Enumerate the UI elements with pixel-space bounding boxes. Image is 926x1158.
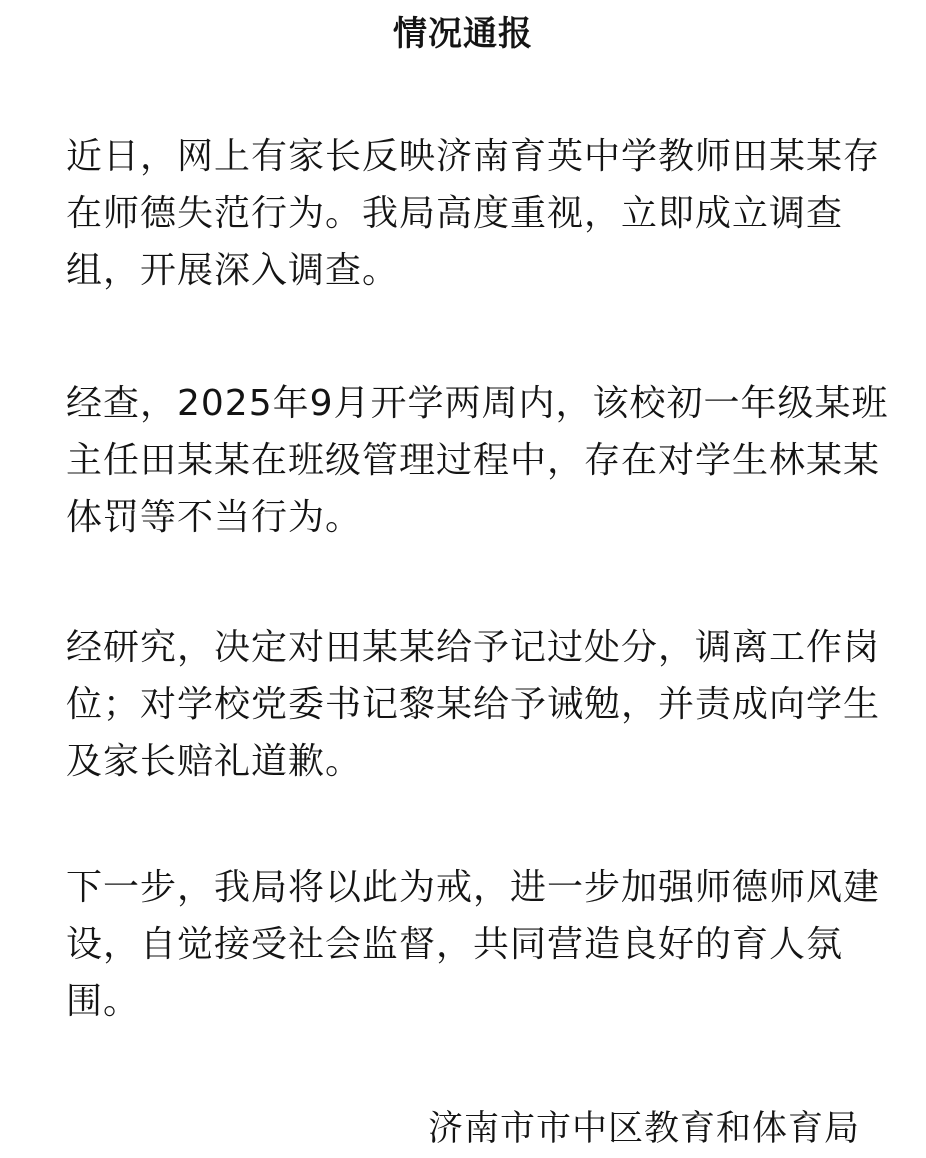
- paragraph-line: 经研究，决定对田某某给予记过处分，调离工作岗: [66, 627, 881, 668]
- paragraph-line: 在师德失范行为。我局高度重视，立即成立调查: [66, 193, 844, 234]
- paragraph-findings: [66, 375, 889, 546]
- paragraph-line: 主任田某某在班级管理过程中，存在对学生林某某: [66, 440, 881, 481]
- paragraph-line: 设，自觉接受社会监督，共同营造良好的育人氛: [66, 924, 844, 965]
- paragraph-line: 围。: [66, 981, 141, 1022]
- paragraph-line: 组，开展深入调查。: [66, 250, 400, 291]
- paragraph-line: 经查，2025年9月开学两周内，该校初一年级某班: [66, 383, 889, 424]
- document-title: 情况通报: [393, 14, 533, 54]
- paragraph-line: 体罚等不当行为。: [66, 497, 363, 538]
- paragraph-line: 及家长赔礼道歉。: [66, 741, 363, 782]
- paragraph-next-steps: [66, 859, 881, 1030]
- issuer-signature: 济南市市中区教育和体育局: [427, 1109, 860, 1149]
- paragraph-report: [66, 128, 881, 299]
- paragraph-decision: [66, 619, 881, 790]
- paragraph-line: 位；对学校党委书记黎某给予诫勉，并责成向学生: [66, 684, 881, 725]
- paragraph-line: 下一步，我局将以此为戒，进一步加强师德师风建: [66, 867, 881, 908]
- paragraph-line: 近日，网上有家长反映济南育英中学教师田某某存: [66, 136, 881, 177]
